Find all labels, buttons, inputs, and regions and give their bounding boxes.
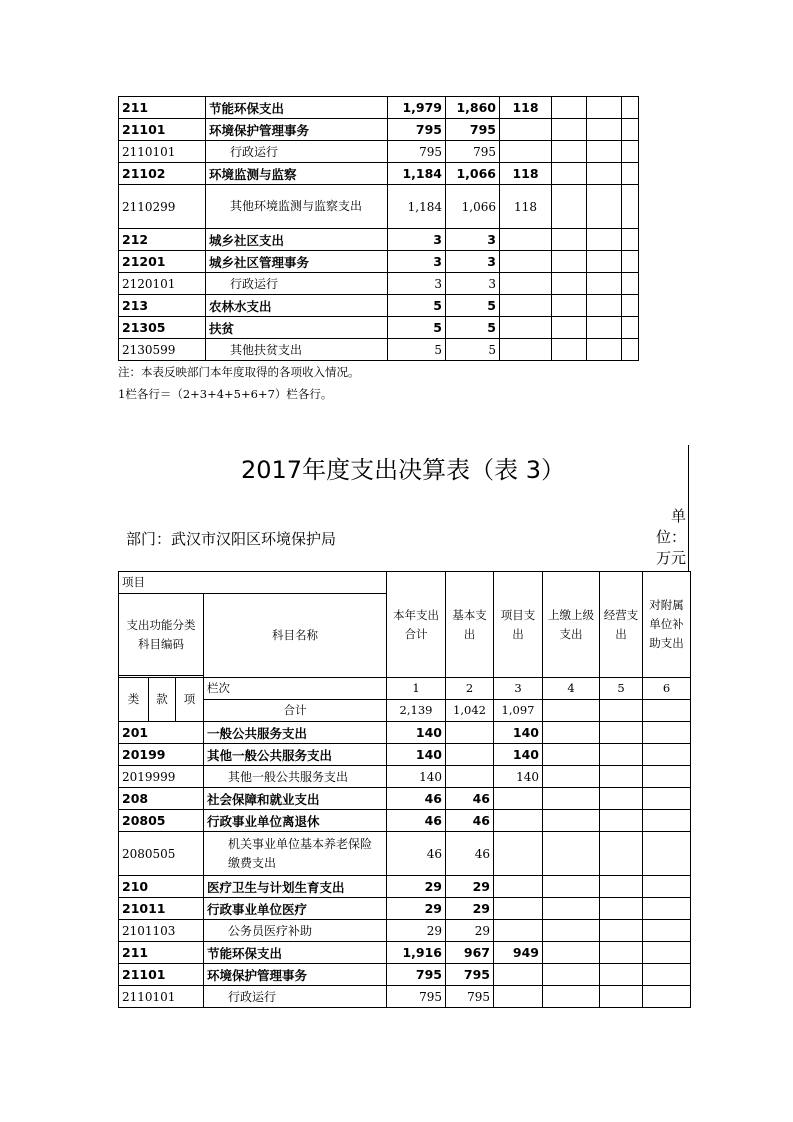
col-number: 5 <box>600 678 643 700</box>
table-note-1: 注：本表反映部门本年度取得的各项收入情况。 <box>118 365 360 379</box>
code-cell: 201 <box>119 722 204 744</box>
right-border-line <box>688 445 689 572</box>
unit-label: 单 位： 万元 <box>655 507 686 567</box>
table-row <box>119 339 639 361</box>
value-cell: 967 <box>446 942 494 964</box>
header-row <box>119 572 691 594</box>
value-cell <box>500 251 552 273</box>
value-cell: 5 <box>388 317 446 339</box>
value-cell <box>494 986 543 1008</box>
name-cell: 行政运行 <box>206 273 388 295</box>
code-cell: 210 <box>119 876 204 898</box>
table-note-2: 1栏各行＝（2+3+4+5+6+7）栏各行。 <box>118 387 333 401</box>
value-cell: 140 <box>387 766 446 788</box>
value-cell: 795 <box>446 964 494 986</box>
value-cell: 140 <box>494 722 543 744</box>
code-cell: 2110299 <box>119 185 206 229</box>
name-cell: 环境保护管理事务 <box>206 119 388 141</box>
code-cell: 21101 <box>119 119 206 141</box>
value-cell: 29 <box>387 898 446 920</box>
name-cell: 节能环保支出 <box>204 942 387 964</box>
value-cell <box>446 744 494 766</box>
col-number: 2 <box>446 678 494 700</box>
value-cell <box>494 964 543 986</box>
code-cell: 2130599 <box>119 339 206 361</box>
code-cell: 21305 <box>119 317 206 339</box>
value-cell <box>500 141 552 163</box>
value-cell: 118 <box>500 185 552 229</box>
value-cell: 949 <box>494 942 543 964</box>
name-cell: 行政事业单位离退休 <box>204 810 387 832</box>
value-cell: 3 <box>388 251 446 273</box>
value-cell: 118 <box>500 97 552 119</box>
value-cell: 1,184 <box>388 163 446 185</box>
code-cell: 2019999 <box>119 766 204 788</box>
name-cell: 节能环保支出 <box>206 97 388 119</box>
value-cell: 5 <box>446 339 500 361</box>
value-cell: 1,184 <box>388 185 446 229</box>
table-row <box>119 788 691 810</box>
page-title: 2017年度支出决算表（表 3） <box>241 456 565 484</box>
name-cell: 城乡社区管理事务 <box>206 251 388 273</box>
value-cell: 5 <box>388 295 446 317</box>
code-cell: 211 <box>119 97 206 119</box>
code-cell: 212 <box>119 229 206 251</box>
value-cell: 46 <box>387 810 446 832</box>
value-cell: 140 <box>387 722 446 744</box>
code-cell: 20805 <box>119 810 204 832</box>
value-cell: 5 <box>446 295 500 317</box>
col-number: 3 <box>494 678 543 700</box>
value-cell: 140 <box>494 744 543 766</box>
name-cell: 环境监测与监察 <box>206 163 388 185</box>
table-row <box>119 964 691 986</box>
value-cell: 1,979 <box>388 97 446 119</box>
value-cell: 1,860 <box>446 97 500 119</box>
table-row <box>119 942 691 964</box>
lanci-label: 栏次 <box>204 678 387 700</box>
table-row <box>119 251 639 273</box>
total-row <box>119 700 691 722</box>
table-row <box>119 273 639 295</box>
code-cell: 21201 <box>119 251 206 273</box>
value-cell: 795 <box>446 141 500 163</box>
code-cell: 211 <box>119 942 204 964</box>
value-cell <box>494 898 543 920</box>
name-cell: 公务员医疗补助 <box>204 920 387 942</box>
value-cell: 46 <box>446 788 494 810</box>
value-cell: 46 <box>387 832 446 876</box>
header-row <box>119 678 691 700</box>
table-row <box>119 920 691 942</box>
value-cell: 29 <box>446 920 494 942</box>
table-row <box>119 898 691 920</box>
value-cell: 3 <box>446 229 500 251</box>
expenditure-table <box>118 571 691 1008</box>
value-cell: 140 <box>494 766 543 788</box>
name-cell: 其他环境监测与监察支出 <box>206 185 388 229</box>
value-cell: 3 <box>388 273 446 295</box>
table-row <box>119 317 639 339</box>
value-cell <box>500 273 552 295</box>
value-cell: 46 <box>387 788 446 810</box>
table-row <box>119 832 691 876</box>
value-cell: 46 <box>446 832 494 876</box>
value-cell: 1,066 <box>446 185 500 229</box>
code-cell: 20199 <box>119 744 204 766</box>
value-cell <box>446 766 494 788</box>
table-row <box>119 766 691 788</box>
code-cell: 21011 <box>119 898 204 920</box>
value-cell: 795 <box>387 964 446 986</box>
code-cell: 2110101 <box>119 986 204 1008</box>
name-cell: 社会保障和就业支出 <box>204 788 387 810</box>
name-cell: 其他扶贫支出 <box>206 339 388 361</box>
name-label-header: 科目名称 <box>204 594 387 678</box>
col2-header: 基本支出 <box>446 572 494 678</box>
code-cell: 2101103 <box>119 920 204 942</box>
value-cell: 5 <box>446 317 500 339</box>
name-cell: 一般公共服务支出 <box>204 722 387 744</box>
value-cell: 795 <box>388 141 446 163</box>
table-row <box>119 810 691 832</box>
table-row <box>119 141 639 163</box>
value-cell <box>494 810 543 832</box>
value-cell: 29 <box>387 920 446 942</box>
value-cell <box>500 339 552 361</box>
code-cell: 2120101 <box>119 273 206 295</box>
department-label: 部门：武汉市汉阳区环境保护局 <box>126 530 337 548</box>
table-row <box>119 744 691 766</box>
value-cell <box>494 788 543 810</box>
col-number: 6 <box>643 678 691 700</box>
value-cell: 29 <box>446 876 494 898</box>
value-cell: 29 <box>446 898 494 920</box>
value-cell <box>494 832 543 876</box>
col-number: 1 <box>387 678 446 700</box>
income-table-continued <box>118 96 639 361</box>
name-cell: 其他一般公共服务支出 <box>204 766 387 788</box>
name-cell: 机关事业单位基本养老保险缴费支出 <box>204 832 387 876</box>
table-row <box>119 229 639 251</box>
name-cell: 农林水支出 <box>206 295 388 317</box>
name-cell: 环境保护管理事务 <box>204 964 387 986</box>
lei-header: 类 <box>119 678 149 722</box>
value-cell: 1,916 <box>387 942 446 964</box>
code-cell: 21101 <box>119 964 204 986</box>
code-cell: 21102 <box>119 163 206 185</box>
code-cell: 208 <box>119 788 204 810</box>
col-number: 4 <box>543 678 600 700</box>
value-cell: 140 <box>387 744 446 766</box>
table-row <box>119 97 639 119</box>
col5-header: 经营支出 <box>600 572 643 678</box>
value-cell: 29 <box>387 876 446 898</box>
item-header: 项目 <box>119 572 387 594</box>
value-cell: 3 <box>388 229 446 251</box>
total-value: 1,042 <box>446 700 494 722</box>
xiang-header: 项 <box>176 678 204 722</box>
name-cell: 其他一般公共服务支出 <box>204 744 387 766</box>
value-cell: 3 <box>446 251 500 273</box>
value-cell <box>494 920 543 942</box>
value-cell <box>446 722 494 744</box>
table-row <box>119 185 639 229</box>
kuan-header: 款 <box>149 678 176 722</box>
total-value: 1,097 <box>494 700 543 722</box>
col4-header: 上缴上级支出 <box>543 572 600 678</box>
value-cell <box>500 229 552 251</box>
code-label-header: 支出功能分类科目编码 <box>119 594 204 676</box>
name-cell: 医疗卫生与计划生育支出 <box>204 876 387 898</box>
col3-header: 项目支出 <box>494 572 543 678</box>
value-cell: 5 <box>388 339 446 361</box>
value-cell: 795 <box>446 986 494 1008</box>
value-cell: 118 <box>500 163 552 185</box>
value-cell: 46 <box>446 810 494 832</box>
table-row <box>119 119 639 141</box>
name-cell: 行政运行 <box>206 141 388 163</box>
value-cell: 795 <box>388 119 446 141</box>
col1-header: 本年支出合计 <box>387 572 446 678</box>
name-cell: 扶贫 <box>206 317 388 339</box>
code-cell: 213 <box>119 295 206 317</box>
name-cell: 城乡社区支出 <box>206 229 388 251</box>
value-cell: 1,066 <box>446 163 500 185</box>
table-row <box>119 986 691 1008</box>
table-row <box>119 722 691 744</box>
name-cell: 行政事业单位医疗 <box>204 898 387 920</box>
table-row <box>119 295 639 317</box>
value-cell <box>500 295 552 317</box>
table-row <box>119 163 639 185</box>
value-cell <box>500 119 552 141</box>
name-cell: 行政运行 <box>204 986 387 1008</box>
value-cell <box>494 876 543 898</box>
value-cell: 795 <box>446 119 500 141</box>
code-cell: 2110101 <box>119 141 206 163</box>
table-row <box>119 876 691 898</box>
value-cell: 795 <box>387 986 446 1008</box>
total-value: 2,139 <box>387 700 446 722</box>
col6-header: 对附属单位补助支出 <box>643 572 691 678</box>
value-cell <box>500 317 552 339</box>
value-cell: 3 <box>446 273 500 295</box>
code-cell: 2080505 <box>119 832 204 876</box>
total-label: 合计 <box>204 700 387 722</box>
